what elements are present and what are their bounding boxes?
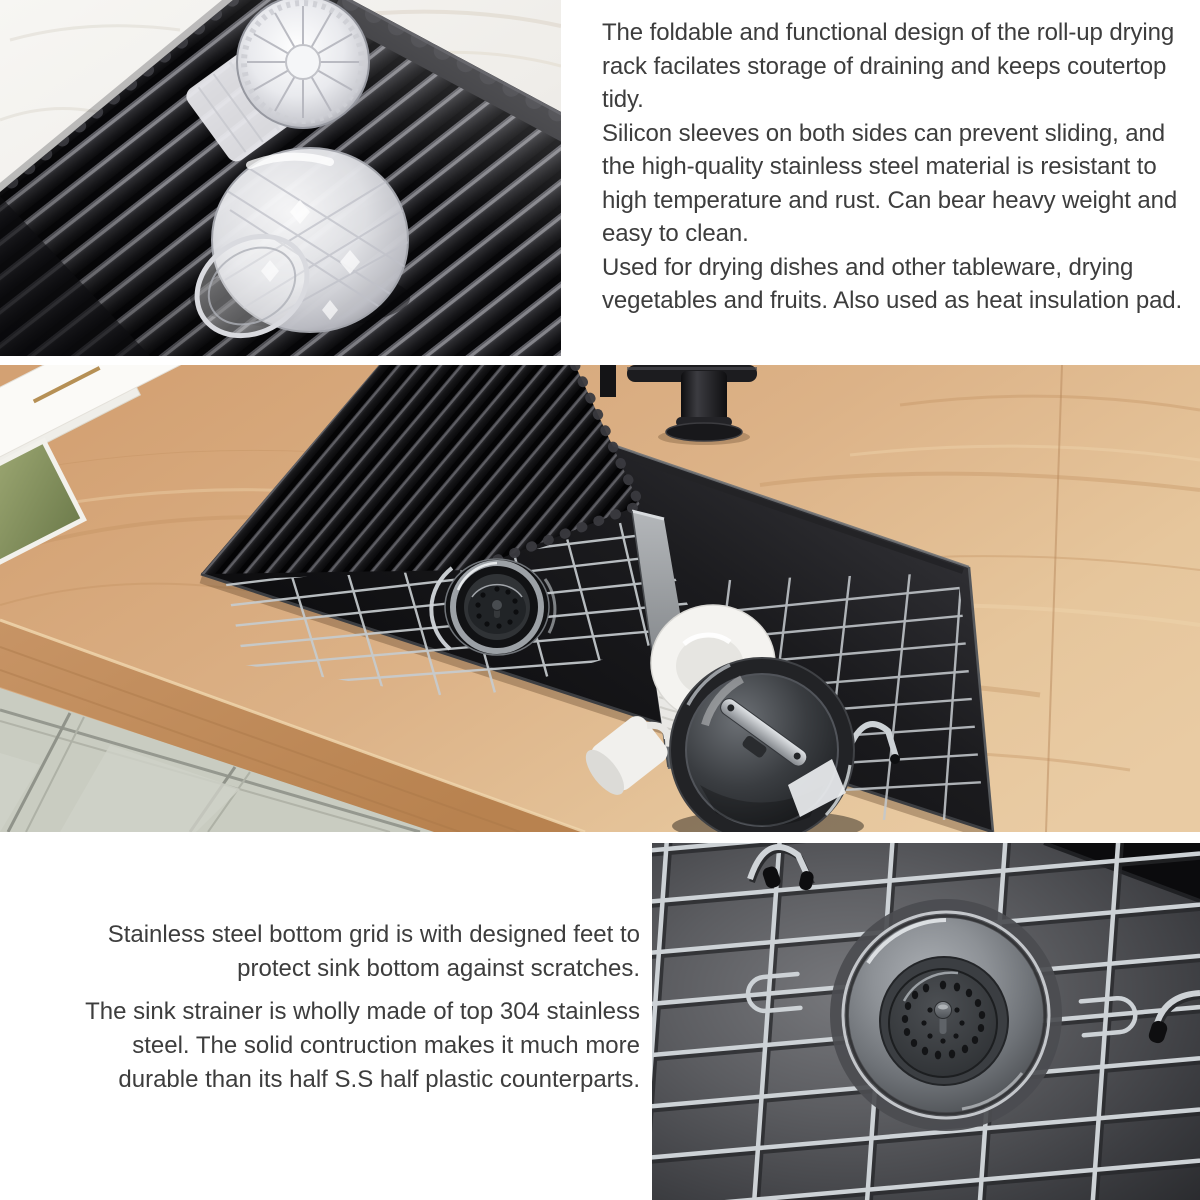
strainer-photo <box>652 843 1200 1200</box>
strainer-photo-art <box>652 843 1200 1200</box>
paragraph: The foldable and functional design of the roll-up drying rack facilates storage of draining and keeps coutertop tidy. <box>602 19 1175 113</box>
paragraph: Used for drying dishes and other tableware, drying vegetables and fruits. Also used as heat insulation pad. <box>602 253 1183 314</box>
paragraph: Stainless steel bottom grid is with designed feet to protect sink bottom against scratches. <box>107 921 640 982</box>
rack-photo <box>0 0 561 356</box>
paragraph: The sink strainer is wholly made of top 304 stainless steel. The solid contruction makes it much more durable than its half S.S half plastic counterparts. <box>85 998 640 1093</box>
sink-strainer <box>843 912 1049 1118</box>
grid-strainer-description-text <box>56 918 640 1097</box>
rack-description-text <box>602 16 1192 318</box>
sink-photo-art <box>0 365 1200 832</box>
rack-photo-art <box>0 0 561 356</box>
sink-photo <box>0 365 1200 832</box>
paragraph: Silicon sleeves on both sides can prevent sliding, and the high-quality stainless steel material is resistant to high temperature and rust. Can bear heavy weight and easy to clean. <box>602 119 1178 247</box>
